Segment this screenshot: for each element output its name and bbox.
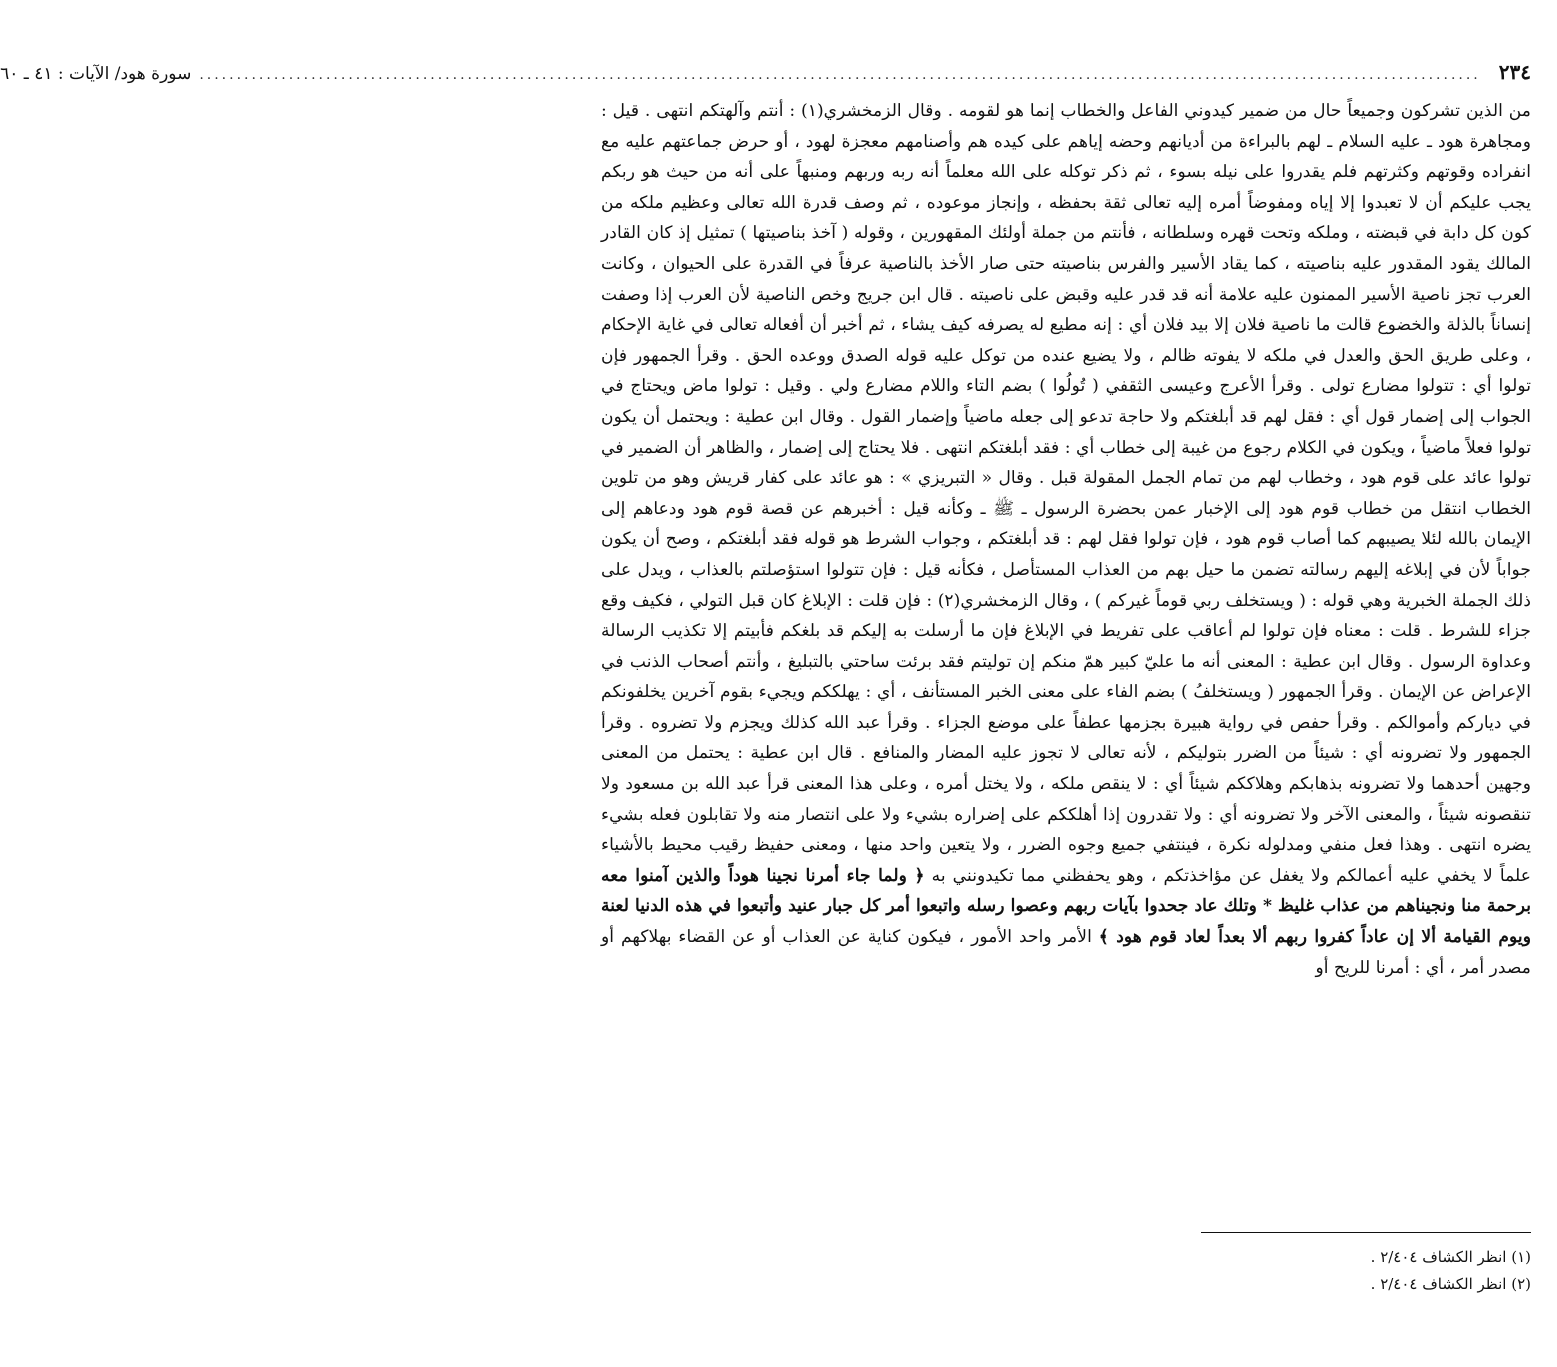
header-title: سورة هود/ الآيات : ٤١ ـ ٦٠: [0, 64, 192, 84]
footnotes: [601, 1244, 1531, 1298]
main-text-part-1: من الذين تشركون وجميعاً حال من ضمير كيدوني الفاعل والخطاب إنما هو لقومه . وقال الزمخشري(١) : أنتم وآلهتكم انتهى . قيل : ومجاهرة هود ـ عليه السلام ـ لهم بالبراءة من أديانهم وحضه إياهم على كيده هم وأصنامهم معجزة لهود ، أو حرض جماعتهم عليه مع انفراده وقوتهم وكثرتهم فلم يقدروا على نيله بسوء ، ثم ذكر توكله على الله معلماً أنه ربه وربهم ومنبهاً على أنه من حيث هو ربكم يجب عليكم أن لا تعبدوا إلا إياه ومفوضاً أمره إليه تعالى ثقة بحفظه ، وإنجاز موعوده ، ثم وصف قدرة الله تعالى وعظيم ملكه من كون كل دابة في قبضته ، وملكه وتحت قهره وسلطانه ، فأنتم من جملة أولئك المقهورين ، وقوله ( آخذ بناصيتها ) تمثيل إذ كان القادر المالك يقود المقدور عليه بناصيته ، كما يقاد الأسير والفرس بناصيته حتى صار الأخذ بالناصية عرفاً في القدرة على الحيوان ، وكانت العرب تجز ناصية الأسير الممنون عليه علامة أنه قد قدر عليه وقبض على ناصيته . قال ابن جريج وخص الناصية لأن العرب إذا وصفت إنساناً بالذلة والخضوع قالت ما ناصية فلان إلا بيد فلان أي : إنه مطيع له يصرفه كيف يشاء ، ثم أخبر أن أفعاله تعالى في غاية الإحكام ، وعلى طريق الحق والعدل في ملكه لا يفوته ظالم ، ولا يضيع عنده من توكل عليه قوله الصدق ووعده الحق . وقرأ الجمهور فإن تولوا أي : تتولوا مضارع تولى . وقرأ الأعرج وعيسى الثقفي ( تُولُوا ) بضم التاء واللام مضارع ولي . وقيل : تولوا ماض ويحتاج في الجواب إلى إضمار قول أي : فقل لهم قد أبلغتكم ولا حاجة تدعو إلى جعله ماضياً وإضمار القول . وقال ابن عطية : ويحتمل أن يكون تولوا فعلاً ماضياً ، ويكون في الكلام رجوع من غيبة إلى خطاب أي : فقد أبلغتكم انتهى . فلا يحتاج إلى إضمار ، والظاهر أن الضمير في تولوا عائد على قوم هود ، وخطاب لهم من تمام الجمل المقولة قبل . وقال « التبريزي » : هو عائد على كفار قريش وهو من تلوين الخطاب انتقل من خطاب قوم هود إلى الإخبار عمن بحضرة الرسول ـ ﷺ ـ وكأنه قيل : أخبرهم عن قصة قوم هود ودعاهم إلى الإيمان بالله لئلا يصيبهم كما أصاب قوم هود ، فإن تولوا فقل لهم : قد أبلغتكم ، وجواب الشرط هو قوله فقد أبلغتكم ، وصح أن يكون جواباً لأن في إبلاغه إليهم رسالته تضمن ما حيل بهم من العذاب المستأصل ، فكأنه قيل : فإن تتولوا استؤصلتم بالعذاب ، ويدل على ذلك الجملة الخبرية وهي قوله : ( ويستخلف ربي قوماً غيركم ) ، وقال الزمخشري(٢) : فإن قلت : الإبلاغ كان قبل التولي ، فكيف وقع جزاء للشرط . قلت : معناه فإن تولوا لم أعاقب على تفريط في الإبلاغ فإن ما أرسلت به إليكم قد بلغكم فأبيتم إلا تكذيب الرسالة وعداوة الرسول . وقال ابن عطية : المعنى أنه ما عليّ كبير همّ منكم إن توليتم فقد برئت ساحتي بالتبليغ ، وأنتم أصحاب الذنب في الإعراض عن الإيمان . وقرأ الجمهور ( ويستخلفُ ) بضم الفاء على معنى الخبر المستأنف ، أي : يهلككم ويجيء بقوم آخرين يخلفونكم في دياركم وأموالكم . وقرأ حفص في رواية هبيرة بجزمها عطفاً على موضع الجزاء . وقرأ عبد الله كذلك ويجزم ولا تضروه . وقرأ الجمهور ولا تضرونه أي : شيئاً من الضرر بتوليكم ، لأنه تعالى لا تجوز عليه المضار والمنافع . قال ابن عطية : يحتمل من المعنى وجهين أحدهما ولا تضرونه بذهابكم وهلاككم شيئاً أي : لا ينقص ملكه ، ولا يختل أمره ، وعلى هذا المعنى قرأ عبد الله بن مسعود ولا تنقصونه شيئاً ، والمعنى الآخر ولا تضرونه أي : ولا تقدرون إذا أهلككم على إضراره بشيء ولا على انتصار منه ولا تقابلون فعله بشيء يضره انتهى . وهذا فعل منفي ومدلوله نكرة ، فينتفي جميع وجوه الضرر ، ولا يتعين واحد منها ، ومعنى حفيظ رقيب محيط بالأشياء علماً لا يخفي عليه أعمالكم ولا يغفل عن مؤاخذتكم ، وهو يحفظني مما تكيدونني به: [601, 101, 1531, 886]
header-leader-dots: ............................................................................................................................................................................: [199, 67, 1481, 83]
footnote-divider: [1201, 1232, 1531, 1233]
book-page: [0, 60, 1531, 1350]
main-text: [601, 96, 1531, 983]
page-number: ٢٣٤: [1498, 60, 1531, 84]
footnote-1: (١) انظر الكشاف ٢/٤٠٤ .: [1370, 1248, 1531, 1266]
quran-verse: ﴿ ولما جاء أمرنا نجينا هوداً والذين آمنوا معه برحمة منا ونجيناهم من عذاب غليظ * وتلك عاد جحدوا بآيات ربهم وعصوا رسله واتبعوا أمر كل جبار عنيد وأتبعوا في هذه الدنيا لعنة ويوم القيامة ألا إن عاداً كفروا ربهم ألا بعداً لعاد قوم هود ﴾: [601, 865, 1531, 948]
running-header: [0, 60, 1531, 96]
footnote-2: (٢) انظر الكشاف ٢/٤٠٤ .: [1370, 1275, 1531, 1293]
main-text-part-2: الأمر واحد الأمور ، فيكون كناية عن العذاب أو عن القضاء بهلاكهم أو مصدر أمر ، أي : أمرنا للريح أو: [601, 927, 1531, 978]
